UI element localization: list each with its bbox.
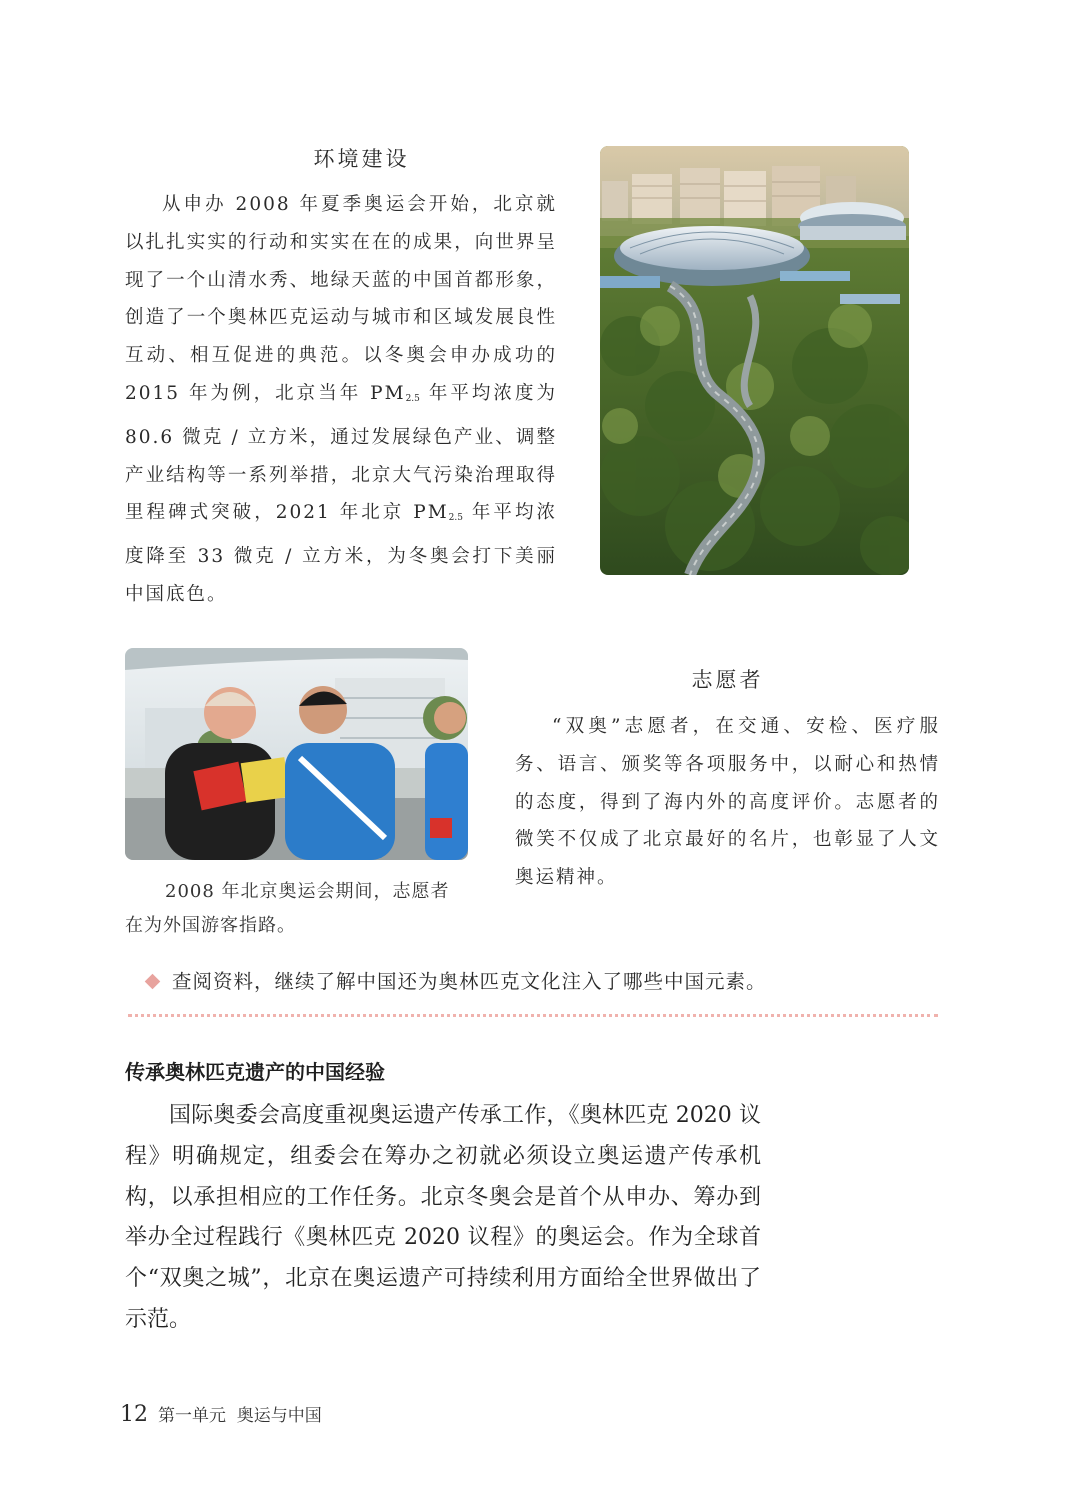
environment-text-3: 年平均浓度降至 33 微克 / 立方米，为冬奥会打下美丽中国底色。	[125, 502, 558, 605]
volunteer-photo	[125, 648, 468, 860]
legacy-text: 国际奥委会高度重视奥运遗产传承工作，《奥林匹克 2020 议程》明确规定，组委会在筹办之初就必须设立奥运遗产传承机构，以承担相应的工作任务。北京冬奥会是首个从申办、筹办到举办全过程践行《奥林匹克 2020 议程》的奥运会。作为全球首个“双奥之城”，北京在奥运遗产可持续利用方面给全世界做出了示范。	[125, 1103, 761, 1332]
legacy-paragraph	[125, 1096, 761, 1341]
dotted-divider	[128, 1014, 938, 1017]
olympic-venue-aerial-photo	[600, 146, 909, 575]
volunteers-text: “双奥”志愿者，在交通、安检、医疗服务、语言、颁奖等各项服务中，以耐心和热情的态度，得到了海内外的高度评价。志愿者的微笑不仅成了北京最好的名片，也彰显了人文奥运精神。	[515, 716, 940, 889]
pm-subscript: 2.5	[405, 393, 420, 404]
volunteer-photo-caption	[125, 875, 471, 943]
footer-unit-title: 第一单元 奥运与中国	[158, 1406, 322, 1426]
caption-line-2: 在为外国游客指路。	[125, 915, 296, 936]
page-number: 12	[120, 1402, 148, 1427]
diamond-bullet-icon	[145, 974, 161, 990]
pm-subscript: 2.5	[448, 513, 463, 524]
section-heading-legacy: 传承奥林匹克遗产的中国经验	[125, 1060, 385, 1084]
caption-line-1: 2008 年北京奥运会期间，志愿者	[165, 881, 450, 902]
activity-tip: 查阅资料，继续了解中国还为奥林匹克文化注入了哪些中国元素。	[172, 970, 767, 993]
volunteers-paragraph	[515, 708, 940, 897]
environment-text-1: 从申办 2008 年夏季奥运会开始，北京就以扎扎实实的行动和实实在在的成果，向世界呈现了一个山清水秀、地绿天蓝的中国首都形象，创造了一个奥林匹克运动与城市和区域发展良性互动、相互促进的典范。以冬奥会申办成功的 2015 年为例，北京当年 PM	[125, 194, 557, 404]
section-title-environment: 环境建设	[313, 147, 410, 171]
environment-text-2: 年平均浓度为 80.6 微克 / 立方米，通过发展绿色产业、调整产业结构等一系列举措，北京大气污染治理取得里程碑式突破，2021 年北京 PM	[125, 382, 557, 524]
section-title-volunteers: 志愿者	[691, 668, 764, 692]
environment-paragraph	[125, 186, 557, 614]
